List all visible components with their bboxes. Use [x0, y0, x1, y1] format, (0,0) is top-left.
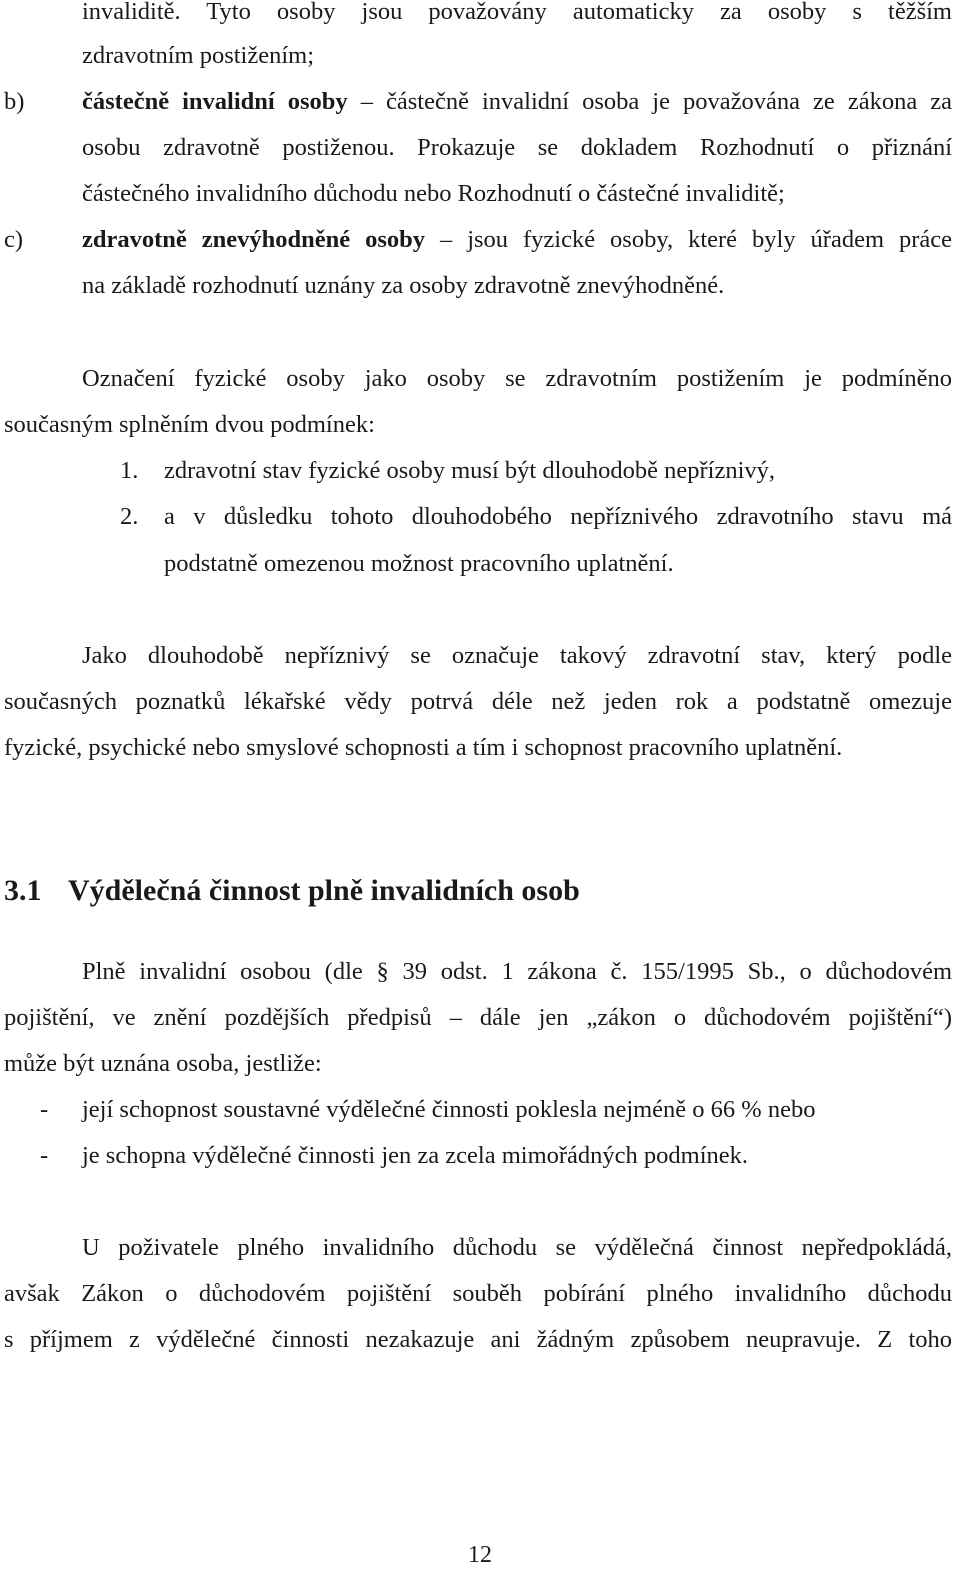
- list-c-line-1: [82, 224, 952, 256]
- list-c-line-2: na základě rozhodnutí uznány za osoby zdravotně znevýhodněné.: [82, 272, 725, 299]
- list-c-rest: – jsou fyzické osoby, které byly úřadem práce: [425, 226, 953, 253]
- list-b-line-2: osobu zdravotně postiženou. Prokazuje se dokladem Rozhodnutí o přiznání: [82, 134, 952, 161]
- section-number: 3.1: [4, 874, 42, 907]
- list-b-rest: – částečně invalidní osoba je považována ze zákona za: [347, 88, 952, 115]
- full-invalid-line-2: pojištění, ve znění pozdějších předpisů – dále jen „zákon o důchodovém pojištění“): [4, 1004, 952, 1031]
- list-a-tail-line-1: invaliditě. Tyto osoby jsou považovány automaticky za osoby s těžším: [82, 0, 952, 25]
- list-c-marker: c): [4, 226, 24, 253]
- condition-1-text: zdravotní stav fyzické osoby musí být dlouhodobě nepříznivý,: [164, 457, 776, 484]
- list-c-term: zdravotně znevýhodněné osoby: [82, 226, 426, 253]
- list-b-term: částečně invalidní osoby: [82, 88, 348, 115]
- pension-line-2: avšak Zákon o důchodovém pojištění souběh pobírání plného invalidního důchodu: [4, 1280, 952, 1307]
- section-title: Výdělečná činnost plně invalidních osob: [68, 874, 580, 907]
- list-a-tail-line-2: zdravotním postižením;: [82, 42, 315, 69]
- conditions-line-1: Označení fyzické osoby jako osoby se zdravotním postižením je podmíněno: [82, 365, 952, 392]
- full-invalid-line-3: může být uznána osoba, jestliže:: [4, 1050, 322, 1077]
- pension-line-3: s příjmem z výdělečné činnosti nezakazuje ani žádným způsobem neupravuje. Z toho: [4, 1326, 952, 1353]
- longterm-line-2: současných poznatků lékařské vědy potrvá déle než jeden rok a podstatně omezuje: [4, 688, 952, 715]
- section-heading: [4, 872, 580, 910]
- dash-2-text: je schopna výdělečné činnosti jen za zcela mimořádných podmínek.: [82, 1142, 749, 1169]
- page-number: 12: [468, 1542, 492, 1568]
- full-invalid-line-1: Plně invalidní osobou (dle § 39 odst. 1 zákona č. 155/1995 Sb., o důchodovém: [82, 958, 952, 985]
- condition-2-line-2: podstatně omezenou možnost pracovního uplatnění.: [164, 550, 674, 577]
- dash-1-marker: -: [40, 1096, 49, 1123]
- longterm-line-1: Jako dlouhodobě nepříznivý se označuje takový zdravotní stav, který podle: [82, 642, 952, 669]
- condition-1-marker: 1.: [120, 457, 139, 484]
- condition-2-line-1: a v důsledku tohoto dlouhodobého nepříznivého zdravotního stavu má: [164, 503, 952, 530]
- conditions-line-2: současným splněním dvou podmínek:: [4, 411, 375, 438]
- list-b-marker: b): [4, 88, 25, 115]
- list-b-line-3: částečného invalidního důchodu nebo Rozhodnutí o částečné invaliditě;: [82, 180, 785, 207]
- dash-1-text: její schopnost soustavné výdělečné činnosti poklesla nejméně o 66 % nebo: [82, 1096, 816, 1123]
- dash-2-marker: -: [40, 1142, 49, 1169]
- list-b-line-1: [82, 86, 952, 118]
- longterm-line-3: fyzické, psychické nebo smyslové schopnosti a tím i schopnost pracovního uplatnění.: [4, 734, 843, 761]
- condition-2-marker: 2.: [120, 503, 139, 530]
- pension-line-1: U poživatele plného invalidního důchodu se výdělečná činnost nepředpokládá,: [82, 1234, 952, 1261]
